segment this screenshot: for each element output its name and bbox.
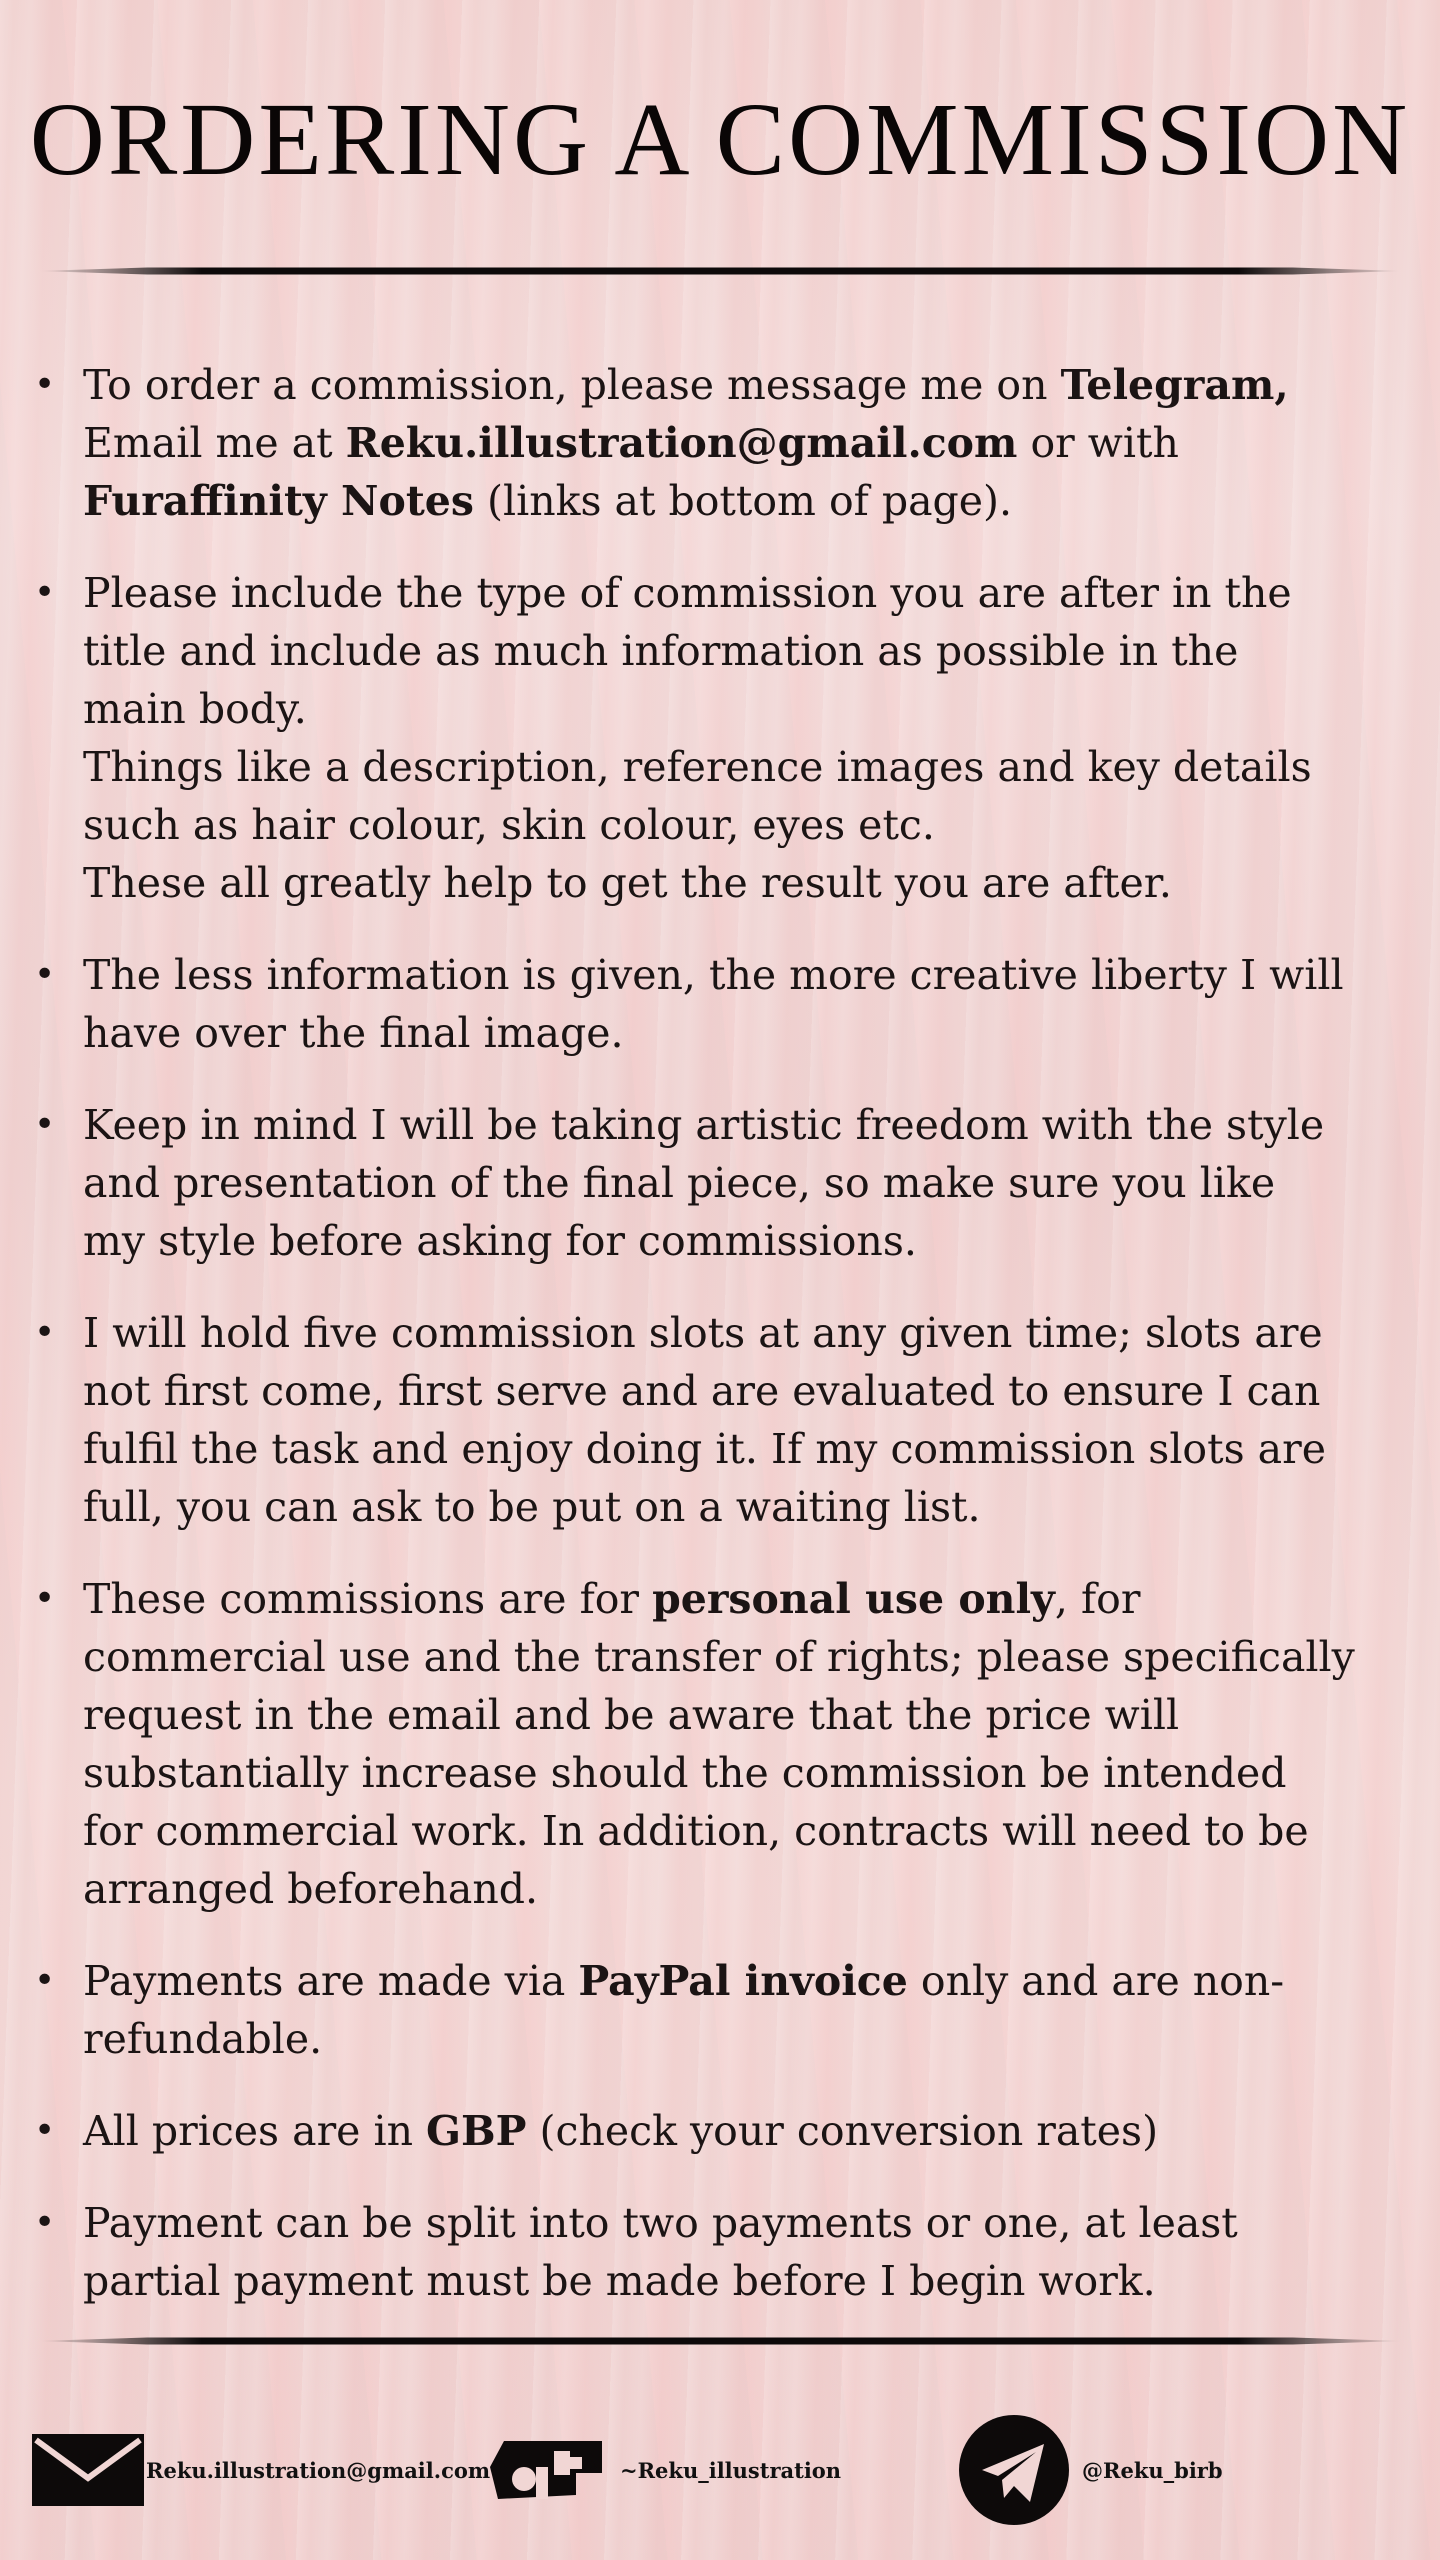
text-segment: Keep in mind I will be taking artistic freedom with the style and presentation of the final piece, so make sure you like my style before asking for commissions. — [83, 1101, 1325, 1265]
list-item — [0, 946, 1440, 1062]
email-contact[interactable] — [32, 2400, 490, 2540]
list-item — [0, 2194, 1440, 2310]
text-segment: The less information is given, the more creative liberty I will have over the final image. — [83, 951, 1344, 1057]
envelope-icon — [32, 2434, 144, 2506]
list-item — [0, 2102, 1440, 2160]
text-segment: (links at bottom of page). — [473, 477, 1013, 525]
bold-text: PayPal invoice — [578, 1957, 908, 2005]
text-segment: To order a commission, please message me on — [83, 361, 1061, 409]
email-address: Reku.illustration@gmail.com — [146, 2457, 491, 2483]
text-segment: These commissions are for — [83, 1575, 653, 1623]
list-item — [0, 1570, 1440, 1918]
bold-text: Reku.illustration@gmail.com — [345, 419, 1018, 467]
telegram-icon — [958, 2414, 1070, 2526]
text-segment: I will hold five commission slots at any given time; slots are not first come, first serve and are evaluated to ensure I can fulfil the task and enjoy doing it. If my commission slots are full, you can ask to be put on a waiting list. — [83, 1309, 1326, 1531]
telegram-handle: @Reku_birb — [1082, 2457, 1223, 2483]
bold-text: personal use only — [652, 1575, 1055, 1623]
bold-text: GBP — [426, 2107, 527, 2155]
top-divider — [38, 266, 1402, 276]
text-segment: Email me at — [83, 419, 333, 467]
commission-rules-list — [0, 356, 1440, 2344]
text-segment: (check your conversion rates) — [526, 2107, 1159, 2155]
text-segment: Payment can be split into two payments or one, at least partial payment must be made before I begin work. — [83, 2199, 1238, 2305]
contact-footer — [0, 2400, 1440, 2540]
text-segment: Please include the type of commission you are after in the title and include as much information as possible in the main body. Things like a description, reference images and key details such as hair colour, skin colour, eyes etc. These all greatly help to get the result you are after. — [83, 569, 1312, 907]
bottom-divider — [38, 2336, 1402, 2346]
furaffinity-handle: ~Reku_illustration — [620, 2457, 842, 2483]
list-item — [0, 356, 1440, 530]
bold-text: Furaffinity Notes — [83, 477, 474, 525]
furaffinity-icon — [490, 2437, 602, 2503]
bold-text: Telegram, — [1060, 361, 1289, 409]
list-item — [0, 564, 1440, 912]
telegram-contact[interactable] — [958, 2400, 1223, 2540]
text-segment: or with — [1030, 419, 1179, 467]
list-item — [0, 1304, 1440, 1536]
text-segment: All prices are in — [83, 2107, 427, 2155]
list-item — [0, 1952, 1440, 2068]
text-segment: , for commercial use and the transfer of rights; please specifically request in the email and be aware that the price will substantially increase should the commission be intended for commercial work. In addition, contracts will need to be arranged beforehand. — [83, 1575, 1355, 1913]
text-segment: Payments are made via — [83, 1957, 579, 2005]
list-item — [0, 1096, 1440, 1270]
furaffinity-contact[interactable] — [490, 2400, 841, 2540]
page-title: ORDERING A COMMISSION — [29, 82, 1411, 197]
text-segment: only and are non- refundable. — [83, 1957, 1285, 2063]
